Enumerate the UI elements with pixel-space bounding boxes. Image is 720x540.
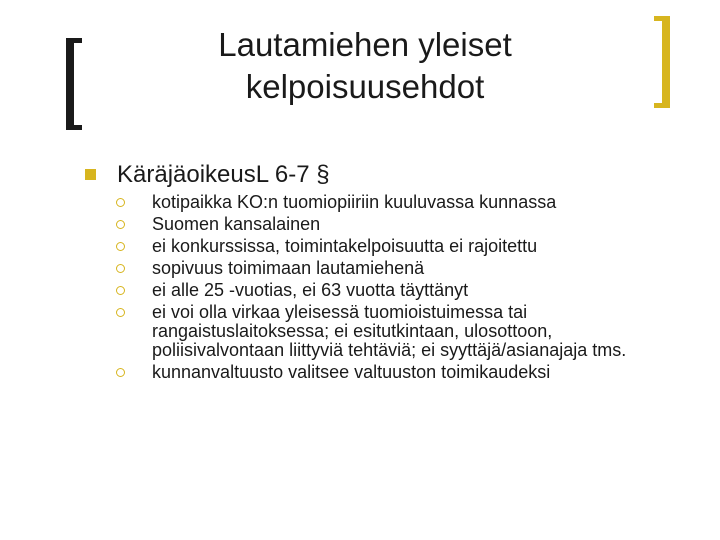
list-item-text: kunnanvaltuusto valitsee valtuuston toimikaudeksi: [152, 362, 551, 382]
list-item: [116, 237, 676, 256]
circle-bullet-icon: [116, 198, 125, 207]
list-item-text: Suomen kansalainen: [152, 214, 321, 234]
list-item-text: ei voi olla virkaa yleisessä tuomioistuimessa tai rangaistuslaitoksessa; ei esitutkintaan, ulosottoon, poliisivalvontaan liittyviä tehtäviä; ei syyttäjä/asianajaja tms.: [152, 302, 627, 360]
list-item: [116, 259, 676, 278]
circle-bullet-icon: [116, 368, 125, 377]
list-item-text: ei konkurssissa, toimintakelpoisuutta ei rajoitettu: [152, 236, 538, 256]
criteria-list: [116, 193, 676, 385]
list-item: [116, 193, 676, 212]
slide-title: [110, 24, 620, 108]
circle-bullet-icon: [116, 286, 125, 295]
left-bracket-decoration: [66, 38, 98, 130]
list-item-text: kotipaikka KO:n tuomiopiiriin kuuluvassa kunnassa: [152, 192, 557, 212]
title-line-2: kelpoisuusehdot: [245, 68, 485, 105]
list-item: [116, 363, 676, 382]
square-bullet-icon: [85, 169, 96, 180]
list-item-text: ei alle 25 -vuotias, ei 63 vuotta täyttänyt: [152, 280, 469, 300]
list-item: [116, 215, 676, 234]
list-item: [116, 303, 676, 360]
list-item: [116, 281, 676, 300]
circle-bullet-icon: [116, 242, 125, 251]
main-bullet-text: Käräjäoikeus​L 6-7 §: [117, 161, 330, 188]
circle-bullet-icon: [116, 264, 125, 273]
title-line-1: Lautamiehen yleiset: [218, 26, 512, 63]
right-bracket-decoration: [646, 16, 670, 108]
list-item-text: sopivuus toimimaan lautamiehenä: [152, 258, 425, 278]
circle-bullet-icon: [116, 220, 125, 229]
circle-bullet-icon: [116, 308, 125, 317]
